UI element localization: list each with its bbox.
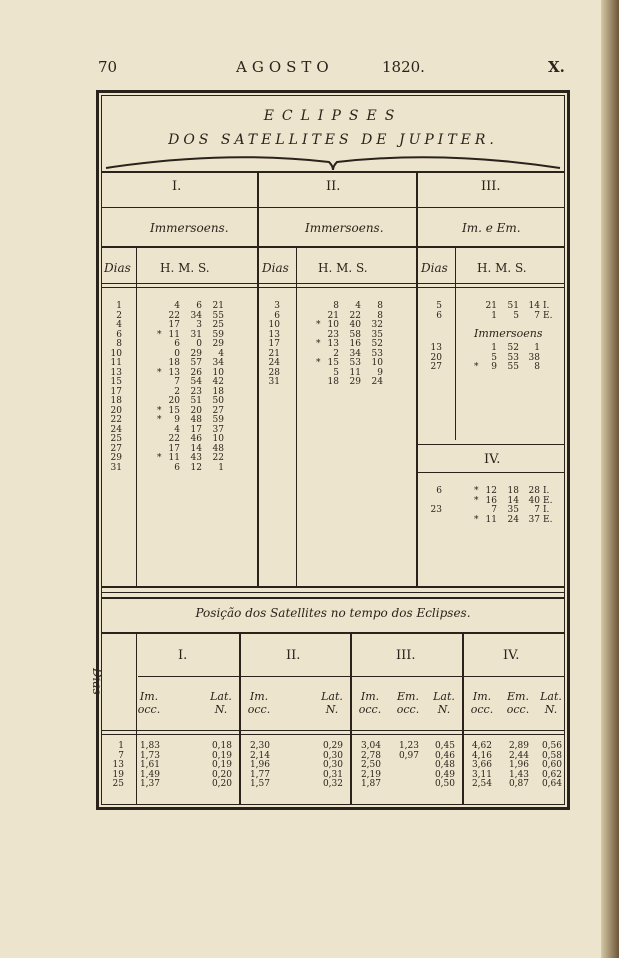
pos-s2-lat: 0,29 0,30 0,30 0,31 0,32 [322, 741, 343, 789]
dias-vertical-label: Dias [90, 668, 104, 695]
sat3-hours: 21 1 [485, 301, 497, 321]
rule [101, 597, 565, 599]
sat3b-marks: * [474, 362, 479, 372]
rule [418, 472, 565, 473]
type-label-ii: Immersoens. [305, 221, 384, 235]
rule [350, 632, 352, 805]
sat3-minutes: 51 5 [507, 301, 519, 321]
sat3-immersoens-label: Immersoens [474, 327, 543, 340]
pos-s3-lat: 0,45 0,46 0,48 0,49 0,50 [434, 741, 455, 789]
sub-em-occ-4: Em. occ. [506, 690, 530, 716]
sat3b-dias: 13 20 27 [430, 343, 442, 372]
part-number: X. [548, 58, 565, 76]
sat4-seconds: 28 40 7 37 [528, 486, 540, 525]
pos-s3-im: 3,04 2,78 2,50 2,19 1,87 [360, 741, 381, 789]
type-label-iii: Im. e Em. [462, 221, 521, 235]
sat3b-seconds: 1 38 8 [528, 343, 540, 372]
rule [101, 246, 565, 248]
sat3b-minutes: 52 53 55 [507, 343, 519, 372]
pos-s3-em: 1,23 0,97 [398, 741, 419, 761]
sub-lat-3: Lat. N. [433, 690, 455, 716]
sat1-minutes: 6 34 3 31 0 29 57 26 54 23 51 20 48 17 46 14 43 12 [190, 301, 202, 473]
rule [416, 171, 418, 586]
rule [101, 730, 565, 731]
col-dias-1: Dias [104, 261, 131, 275]
table-title-line2: DOS SATELLITES DE JUPITER. [168, 132, 498, 148]
rule [101, 734, 565, 735]
sat-header-iv: IV. [484, 452, 501, 467]
sat1-dias: 1 2 4 6 8 10 11 13 15 17 18 20 22 24 25 27 29 31 [110, 301, 122, 473]
sat-header-i: I. [172, 179, 182, 194]
sat3-seconds: 14 7 [528, 301, 540, 321]
sat2-marks: * * * [316, 320, 321, 368]
rule [257, 171, 259, 586]
col-hms-3: H. M. S. [477, 261, 527, 275]
pos-sat-header-ii: II. [286, 648, 301, 663]
rule [239, 632, 241, 805]
pos-s2-im: 2,30 2,14 1,96 1,77 1,57 [249, 741, 270, 789]
sub-im-occ-2: Im. occ. [247, 690, 271, 716]
sat-header-iii: III. [481, 179, 501, 194]
rule [296, 248, 297, 586]
sub-im-occ-1: Im. occ. [137, 690, 161, 716]
rule [101, 207, 565, 208]
sat-header-ii: II. [326, 179, 341, 194]
rule [455, 248, 456, 440]
rule [101, 287, 565, 288]
sat4-dias: 6 23 [430, 486, 442, 515]
rule [418, 444, 565, 445]
sub-lat-1: Lat. N. [210, 690, 232, 716]
type-label-i: Immersoens. [150, 221, 229, 235]
page-number: 70 [98, 58, 118, 76]
sat3-im-em: I. E. [543, 301, 553, 321]
sub-lat-2: Lat. N. [321, 690, 343, 716]
sub-lat-4: Lat. N. [540, 690, 562, 716]
pos-s1-im: 1,83 1,73 1,61 1,49 1,37 [139, 741, 160, 789]
col-dias-2: Dias [262, 261, 289, 275]
sat4-im-em: I. E. I. E. [543, 486, 553, 525]
rule [101, 283, 565, 284]
sub-im-occ-4: Im. occ. [470, 690, 494, 716]
rule [462, 632, 464, 805]
pos-sat-header-i: I. [178, 648, 188, 663]
month-title: AGOSTO [236, 58, 334, 76]
rule [136, 248, 137, 586]
sat2-seconds: 8 8 32 35 52 53 10 9 24 [371, 301, 383, 387]
sat3-dias: 5 6 [436, 301, 442, 321]
sat4-marks: * * * [474, 486, 479, 525]
sat3b-hours: 1 5 9 [491, 343, 497, 372]
page-header [0, 58, 600, 82]
col-hms-1: H. M. S. [160, 261, 210, 275]
rule [101, 632, 565, 634]
col-dias-3: Dias [421, 261, 448, 275]
rule [101, 592, 565, 593]
pos-sat-header-iii: III. [396, 648, 416, 663]
year: 1820. [382, 58, 425, 76]
pos-s4-em: 2,89 2,44 1,96 1,43 0,87 [508, 741, 529, 789]
book-spine [601, 0, 619, 958]
sat2-hours: 8 21 10 23 13 2 15 5 18 [327, 301, 339, 387]
sat1-marks: * * * * * [157, 329, 162, 463]
pos-dias: 1 7 13 19 25 [112, 741, 124, 789]
sat2-dias: 3 6 10 13 17 21 24 28 31 [268, 301, 280, 387]
pos-sat-header-iv: IV. [503, 648, 520, 663]
rule [101, 586, 565, 588]
sat2-minutes: 4 22 40 58 16 34 53 11 29 [349, 301, 361, 387]
pos-s4-lat: 0,56 0,58 0,60 0,62 0,64 [541, 741, 562, 789]
sub-im-occ-3: Im. occ. [358, 690, 382, 716]
sat4-hours: 12 16 7 11 [485, 486, 497, 525]
pos-s4-im: 4,62 4,16 3,66 3,11 2,54 [471, 741, 492, 789]
table-title-line1: ECLIPSES [263, 108, 403, 124]
sat1-seconds: 21 55 25 59 29 4 34 10 42 18 50 27 59 37 10 48 22 1 [212, 301, 224, 473]
pos-s1-lat: 0,18 0,19 0,19 0,20 0,20 [211, 741, 232, 789]
sat1-hours: 4 22 17 11 6 0 18 13 7 2 20 15 9 4 22 17 11 6 [168, 301, 180, 473]
sat4-minutes: 18 14 35 24 [507, 486, 519, 525]
rule [101, 171, 565, 173]
title-ornament [104, 150, 562, 172]
col-hms-2: H. M. S. [318, 261, 368, 275]
positions-title: Posição dos Satellites no tempo dos Eclipses. [195, 606, 471, 620]
sub-em-occ-3: Em. occ. [396, 690, 420, 716]
